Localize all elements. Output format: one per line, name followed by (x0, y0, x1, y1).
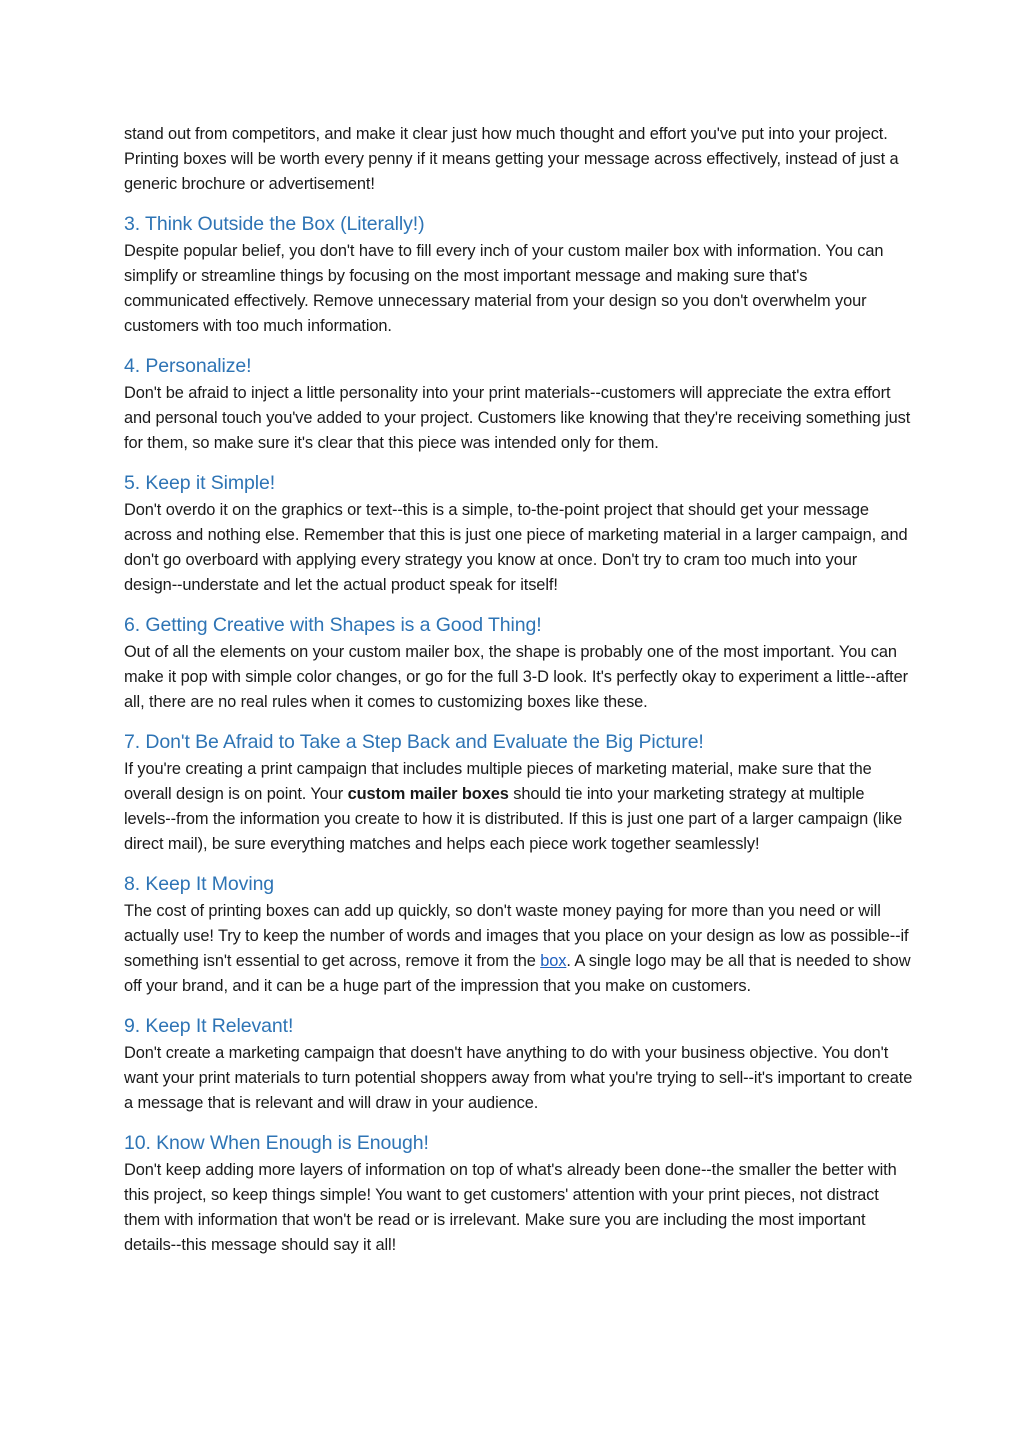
section-paragraph-keep-it-moving (124, 899, 914, 999)
section-paragraph-know-when-enough: Don't keep adding more layers of information on top of what's already been done--the smaller the better with this project, so keep things simple! You want to get customers' attention with your print pieces, not distract them with information that won't be read or is irrelevant. Make sure you are including the most important details--this message should say it all! (124, 1161, 897, 1254)
section-heading-keep-it-simple: 5. Keep it Simple! (124, 472, 276, 494)
section-heading-think-outside-the-box: 3. Think Outside the Box (Literally!) (124, 213, 425, 235)
section-heading-keep-it-relevant: 9. Keep It Relevant! (124, 1015, 294, 1037)
section-heading-keep-it-moving: 8. Keep It Moving (124, 873, 275, 895)
paragraph-text-segment: If you're creating a print campaign that includes multiple pieces of marketing material, make sure that the overall design is on point. Your (124, 760, 872, 803)
section-heading-know-when-enough: 10. Know When Enough is Enough! (124, 1132, 429, 1154)
section-paragraph-personalize: Don't be afraid to inject a little personality into your print materials--customers will appreciate the extra effort and personal touch you've added to your project. Customers like knowing that they're receiving something just for them, so make sure it's clear that this piece was intended only for them. (124, 384, 911, 452)
section-paragraph-think-outside-the-box: Despite popular belief, you don't have to fill every inch of your custom mailer box with information. You can simplify or streamline things by focusing on the most important message and making sure that's communicated effectively. Remove unnecessary material from your design so you don't overwhelm your customers with too much information. (124, 242, 884, 335)
section-heading-personalize: 4. Personalize! (124, 355, 252, 377)
section-paragraph-keep-it-relevant: Don't create a marketing campaign that doesn't have anything to do with your business objective. You don't want your print materials to turn potential shoppers away from what you're trying to sell--it's important to create a message that is relevant and will draw in your audience. (124, 1044, 913, 1112)
document-page (124, 122, 914, 1258)
paragraph-text-segment: The cost of printing boxes can add up quickly, so don't waste money paying for more than you need or will actually use! Try to keep the number of words and images that you place on your design as low as possible--if something isn't essential to get across, remove it from the (124, 902, 909, 970)
section-paragraph-big-picture (124, 757, 914, 857)
section-heading-creative-shapes: 6. Getting Creative with Shapes is a Good Thing! (124, 614, 542, 636)
box-link[interactable]: box (540, 952, 567, 970)
intro-paragraph: stand out from competitors, and make it clear just how much thought and effort you've put into your project. Printing boxes will be worth every penny if it means getting your message across effectively, instead of just a generic brochure or advertisement! (124, 125, 899, 193)
section-paragraph-creative-shapes: Out of all the elements on your custom mailer box, the shape is probably one of the most important. You can make it pop with simple color changes, or go for the full 3-D look. It's perfectly okay to experiment a little--after all, there are no real rules when it comes to customizing boxes like these. (124, 643, 908, 711)
bold-phrase-custom-mailer-boxes: custom mailer boxes (347, 785, 509, 803)
paragraph-text-segment: should tie into your marketing strategy at multiple levels--from the information you create to how it is distributed. If this is just one part of a larger campaign (like direct mail), be sure everything matches and helps each piece work together seamlessly! (124, 785, 903, 853)
section-paragraph-keep-it-simple: Don't overdo it on the graphics or text--this is a simple, to-the-point project that should get your message across and nothing else. Remember that this is just one piece of marketing material in a larger campaign, and don't go overboard with applying every strategy you know at once. Don't try to cram too much into your design--understate and let the actual product speak for itself! (124, 501, 908, 594)
paragraph-text-segment: . A single logo may be all that is needed to show off your brand, and it can be a huge part of the impression that you make on customers. (124, 952, 911, 995)
section-heading-big-picture: 7. Don't Be Afraid to Take a Step Back and Evaluate the Big Picture! (124, 731, 704, 753)
